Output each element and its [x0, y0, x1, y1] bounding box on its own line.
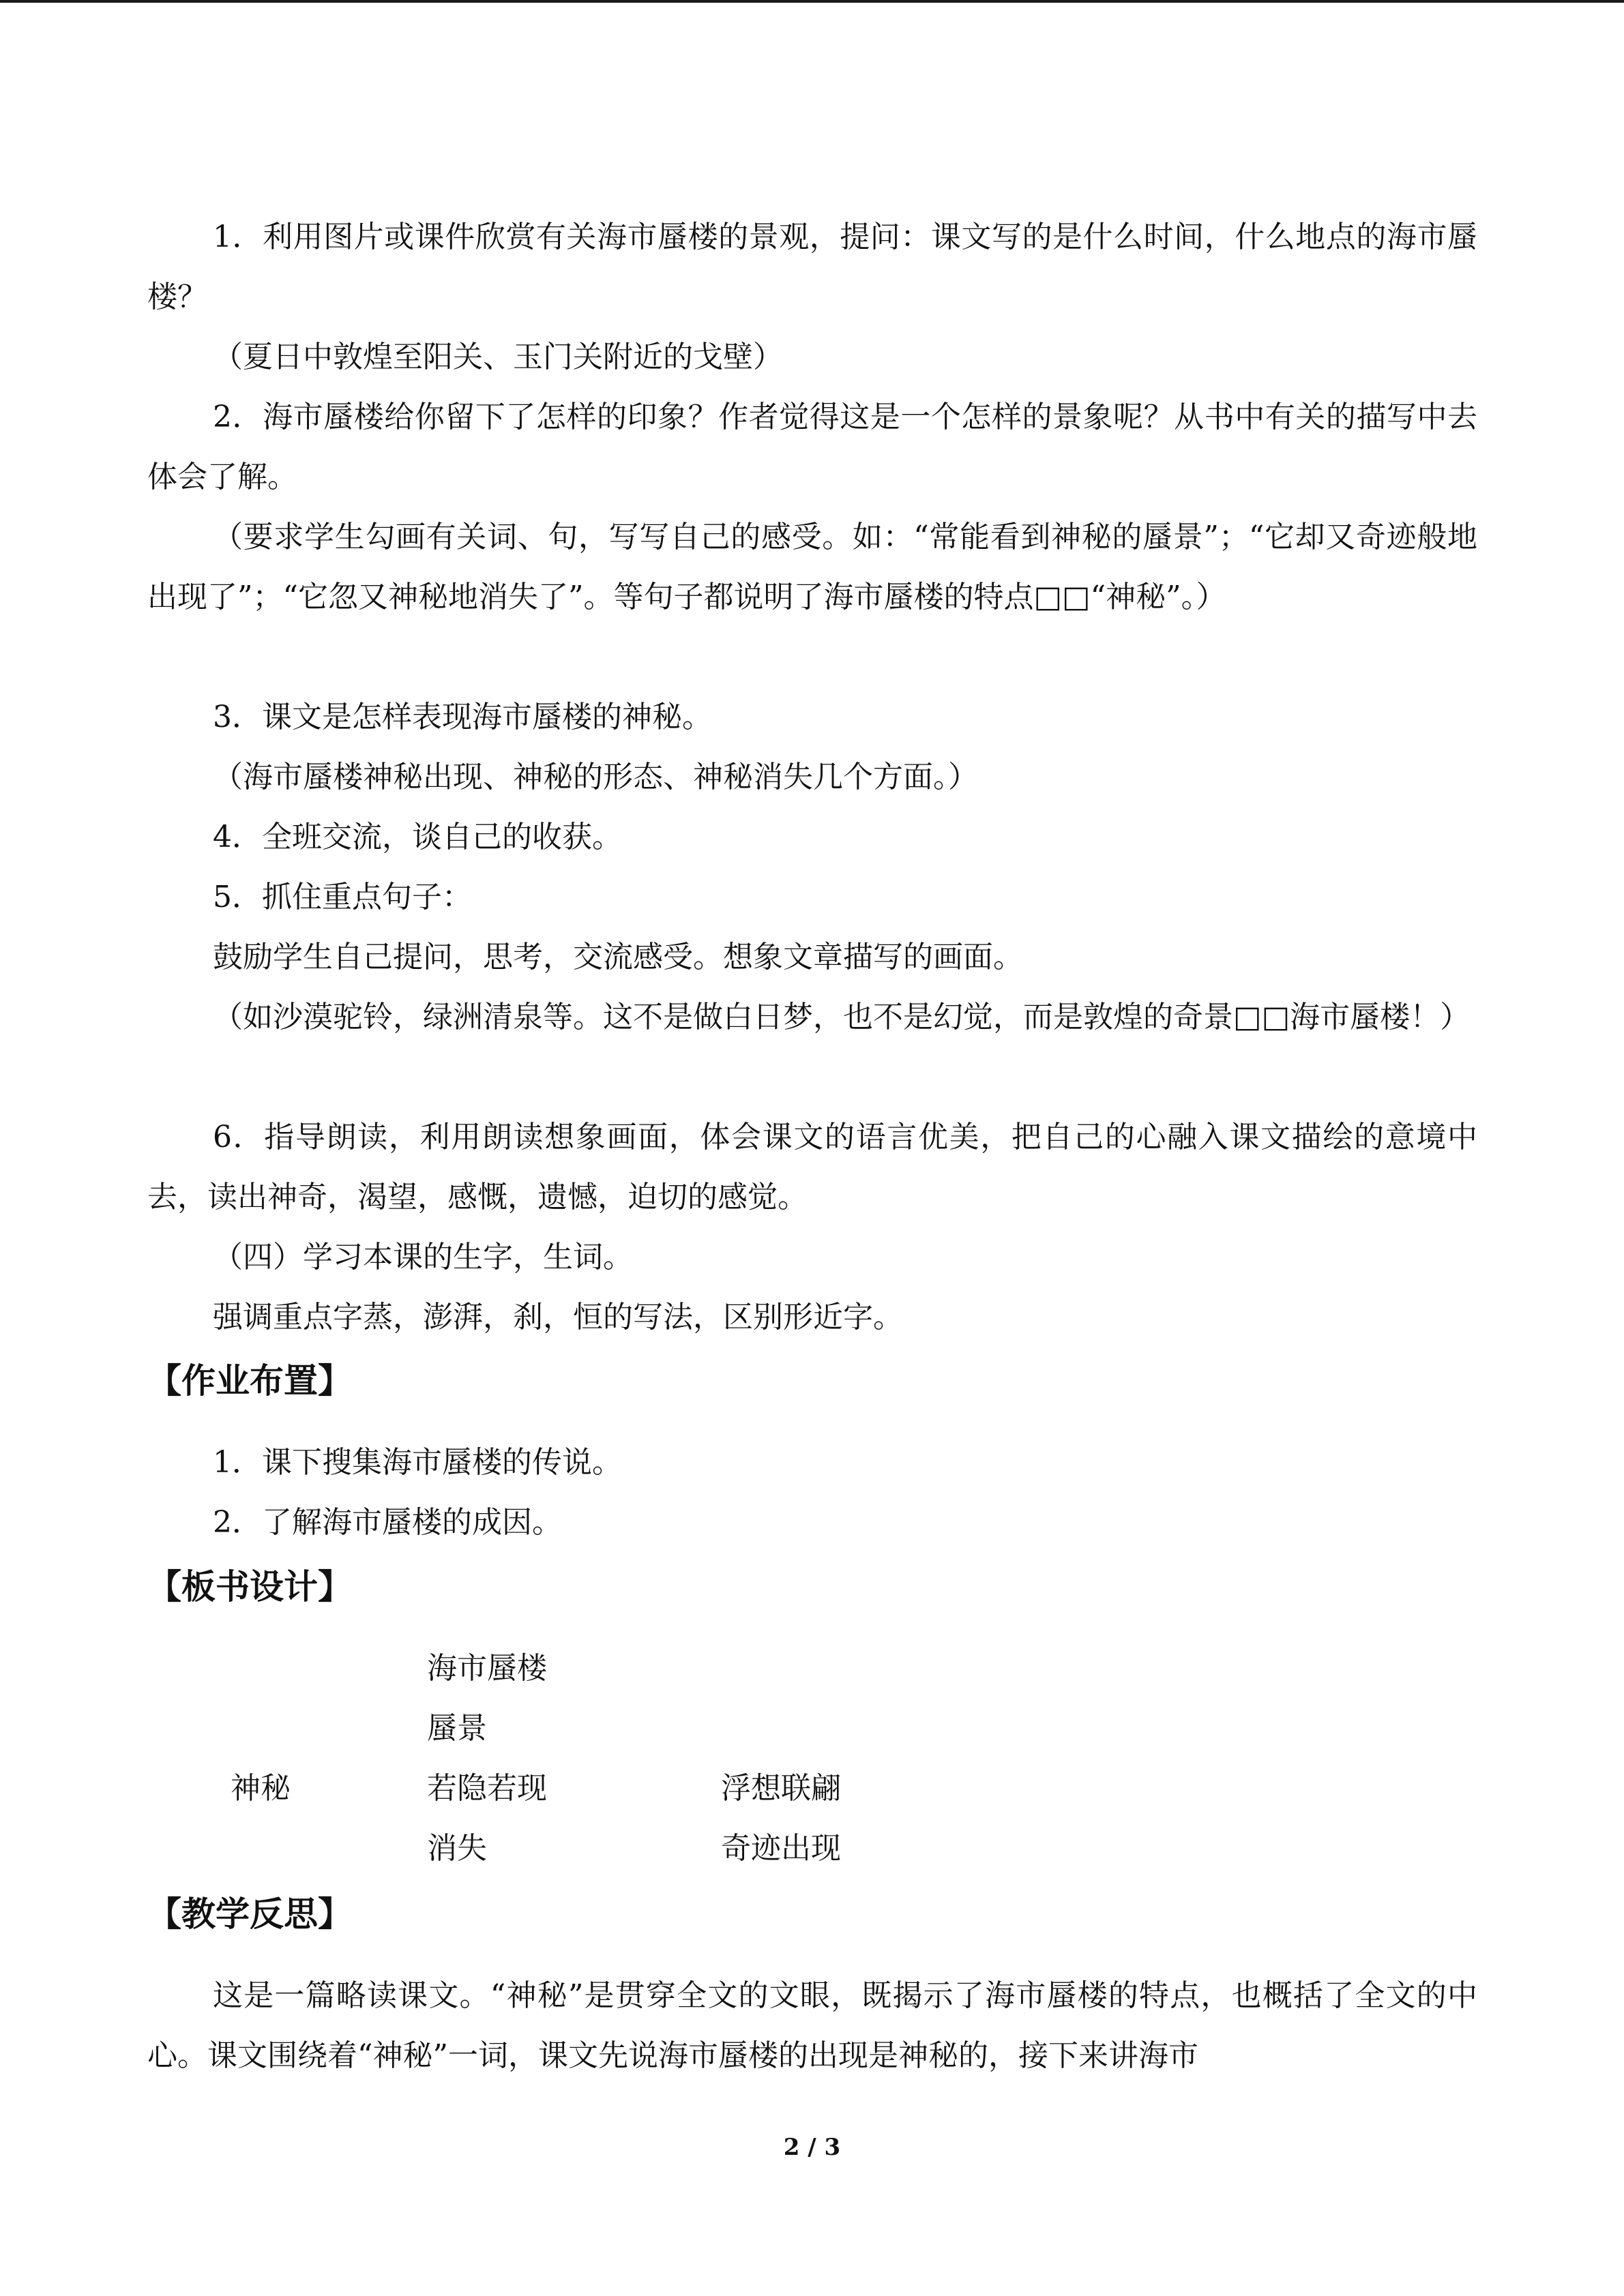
board-item-center-top: 海市蜃楼 [427, 1651, 547, 1686]
board-item-right-row3: 浮想联翩 [721, 1771, 841, 1806]
body-paragraph-4: （要求学生勾画有关词、句，写写自己的感受。如：“常能看到神秘的蜃景”；“它却又奇迹般地出现了”；“它忽又神秘地消失了”。等句子都说明了海市蜃楼的特点□□“神秘”。） [147, 520, 1477, 614]
body-paragraph-11: 6．指导朗读，利用朗读想象画面，体会课文的语言优美，把自己的心融入课文描绘的意境中去，读出神奇，渴望，感慨，遗憾，迫切的感觉。 [147, 1120, 1477, 1214]
body-paragraph-1: 1．利用图片或课件欣赏有关海市蜃楼的景观，提问：课文写的是什么时间，什么地点的海市蜃楼？ [147, 220, 1477, 314]
reflection-heading: 【教学反思】 [147, 1894, 352, 1934]
body-paragraph-10: （如沙漠驼铃，绿洲清泉等。这不是做白日梦，也不是幻觉，而是敦煌的奇景□□海市蜃楼！） [213, 1000, 1471, 1034]
body-paragraph-2: （夏日中敦煌至阳关、玉门关附近的戈壁） [213, 340, 783, 374]
body-paragraph-5: 3．课文是怎样表现海市蜃楼的神秘。 [213, 700, 712, 734]
body-paragraph-13: 强调重点字蒸，澎湃，刹，恒的写法，区别形近字。 [213, 1300, 903, 1335]
reflection-paragraph: 这是一篇略读课文。“神秘”是贯穿全文的文眼，既揭示了海市蜃楼的特点，也概括了全文的中心。课文围绕着“神秘”一词，课文先说海市蜃楼的出现是神秘的，接下来讲海市 [147, 1978, 1477, 2073]
board-design-heading: 【板书设计】 [147, 1567, 352, 1607]
body-paragraph-12: （四）学习本课的生字，生词。 [213, 1240, 633, 1274]
body-paragraph-6: （海市蜃楼神秘出现、神秘的形态、神秘消失几个方面。） [213, 760, 978, 794]
body-paragraph-3: 2．海市蜃楼给你留下了怎样的印象？作者觉得这是一个怎样的景象呢？从书中有关的描写中去体会了解。 [147, 400, 1477, 494]
board-item-left: 神秘 [231, 1771, 291, 1806]
board-item-right-row4: 奇迹出现 [721, 1831, 841, 1866]
board-item-center-mid: 蜃景 [427, 1711, 487, 1746]
top-border-line [0, 0, 1624, 3]
page-number: 2 / 3 [783, 2134, 841, 2161]
body-paragraph-9: 鼓励学生自己提问，思考，交流感受。想象文章描写的画面。 [213, 940, 1023, 974]
homework-item-1: 1．课下搜集海市蜃楼的传说。 [213, 1445, 622, 1480]
board-item-center-row4: 消失 [427, 1831, 487, 1866]
homework-heading: 【作业布置】 [147, 1361, 352, 1401]
board-item-center-row3: 若隐若现 [427, 1771, 547, 1806]
homework-item-2: 2．了解海市蜃楼的成因。 [213, 1505, 562, 1540]
body-paragraph-7: 4．全班交流，谈自己的收获。 [213, 820, 622, 854]
body-paragraph-8: 5．抓住重点句子： [213, 880, 472, 914]
